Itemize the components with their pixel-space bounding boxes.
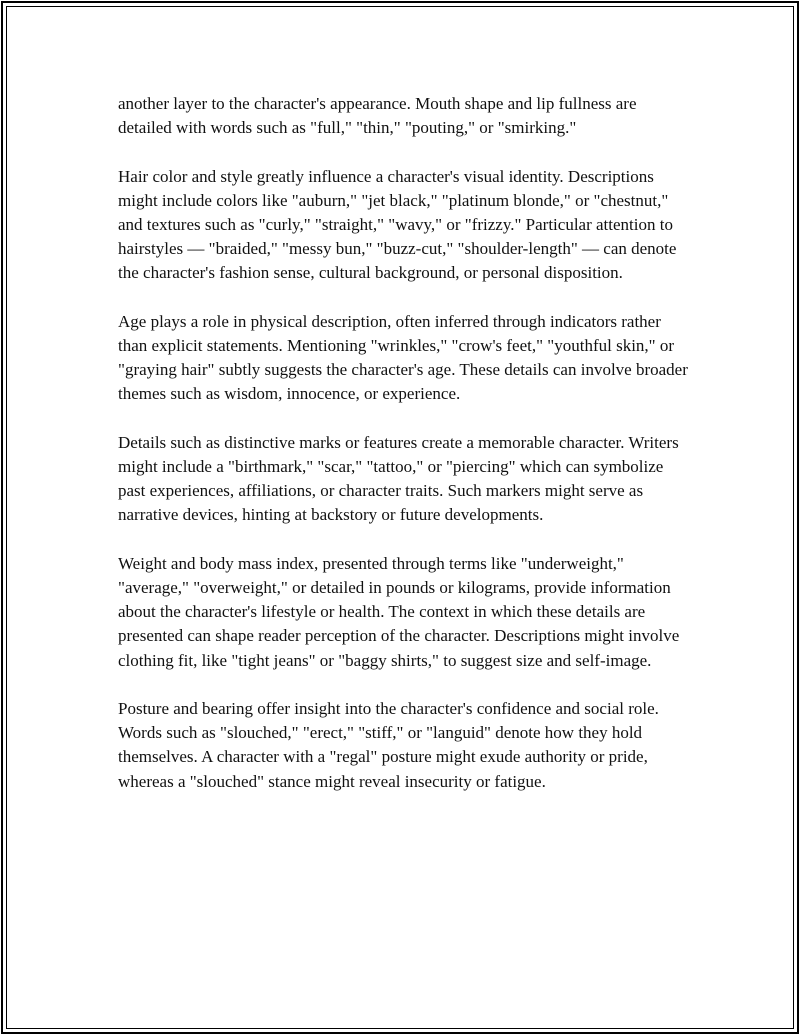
document-body [118, 92, 693, 794]
paragraph-posture: Posture and bearing offer insight into the character's confidence and social role. Words such as "slouched," "erect," "stiff," or "languid" denote how they hold themselves. A character with a "regal" posture might exude authority or pride, whereas a "slouched" stance might reveal insecurity or fatigue. [118, 699, 659, 791]
paragraph-distinctive-marks: Details such as distinctive marks or features create a memorable character. Writers might include a "birthmark," "scar," "tattoo," or "piercing" which can symbolize past experiences, affiliations, or character traits. Such markers might serve as narrative devices, hinting at backstory or future developments. [118, 432, 679, 525]
paragraph-age: Age plays a role in physical description, often inferred through indicators rather than explicit statements. Mentioning "wrinkles," "crow's feet," "youthful skin," or "graying hair" subtly suggests the character's age. These details can involve broader themes such as wisdom, innocence, or experience. [118, 311, 688, 404]
paragraph-weight: Weight and body mass index, presented through terms like "underweight," "average," "overweight," or detailed in pounds or kilograms, provide information about the character's lifestyle or health. The context in which these details are presented can shape reader perception of the character. Descriptions might involve clothing fit, like "tight jeans" or "baggy shirts," to suggest size and self-image. [118, 553, 680, 670]
paragraph-hair: Hair color and style greatly influence a character's visual identity. Descriptions might include colors like "auburn," "jet black," "platinum blonde," or "chestnut," and textures such as "curly," "straight," "wavy," or "frizzy." Particular attention to hairstyles — "braided," "messy bun," "buzz-cut," "shoulder-length" — can denote the character's fashion sense, cultural background, or personal disposition. [118, 166, 677, 283]
paragraph-mouth-continuation: another layer to the character's appearance. Mouth shape and lip fullness are detailed with words such as "full," "thin," "pouting," or "smirking." [118, 94, 637, 138]
